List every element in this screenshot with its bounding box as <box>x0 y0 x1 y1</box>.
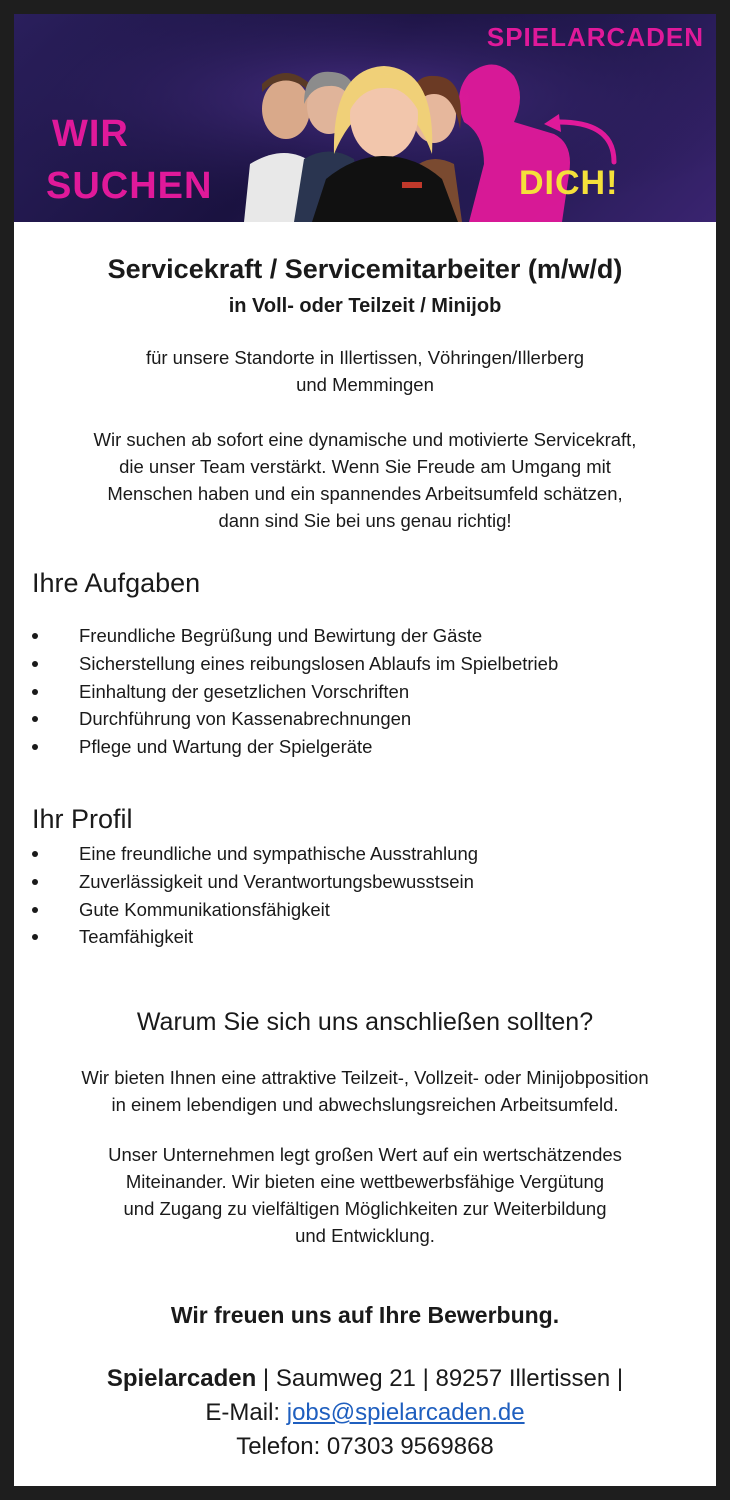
banner-wir-text: WIR <box>52 113 129 155</box>
address-line <box>14 1362 716 1396</box>
bullet-dot-icon <box>32 661 38 667</box>
intro-line: die unser Team verstärkt. Wenn Sie Freude am Umgang mit <box>119 456 611 477</box>
contact-block <box>14 1362 716 1464</box>
profile-list <box>14 840 704 951</box>
company-name: Spielarcaden <box>106 1365 257 1392</box>
intro-line: Wir suchen ab sofort eine dynamische und motivierte Servicekraft, <box>93 429 637 450</box>
profile-heading: Ihr Profil <box>32 804 133 834</box>
list-item: Eine freundliche und sympathische Ausstrahlung <box>14 840 704 868</box>
banner-dich-text: DICH! <box>519 164 619 202</box>
banner-suchen-text: SUCHEN <box>46 165 213 207</box>
list-item: Freundliche Begrüßung und Bewirtung der Gäste <box>14 622 704 650</box>
bullet-dot-icon <box>32 934 38 940</box>
offer-line: Wir bieten Ihnen eine attraktive Teilzeit-, Vollzeit- oder Minijobposition <box>81 1067 649 1088</box>
values-text <box>14 1141 716 1249</box>
email-link[interactable]: jobs@spielarcaden.de <box>286 1399 525 1426</box>
bullet-dot-icon <box>32 744 38 750</box>
list-item: Sicherstellung eines reibungslosen Ablaufs im Spielbetrieb <box>14 650 704 678</box>
header-banner <box>14 14 716 222</box>
list-item: Teamfähigkeit <box>14 923 704 951</box>
job-subtitle: in Voll- oder Teilzeit / Minijob <box>228 295 502 317</box>
values-line: Unser Unternehmen legt großen Wert auf ein wertschätzendes <box>108 1144 622 1165</box>
list-item: Pflege und Wartung der Spielgeräte <box>14 733 704 761</box>
bullet-dot-icon <box>32 879 38 885</box>
intro-text <box>14 426 716 534</box>
bullet-dot-icon <box>32 907 38 913</box>
brand-logo-text: SPIELARCADEN <box>486 22 704 52</box>
offer-line: in einem lebendigen und abwechslungsreichen Arbeitsumfeld. <box>111 1094 619 1115</box>
locations-text <box>14 344 716 398</box>
why-heading: Warum Sie sich uns anschließen sollten? <box>136 1008 594 1036</box>
intro-line: dann sind Sie bei uns genau richtig! <box>218 510 512 531</box>
locations-line: für unsere Standorte in Illertissen, Vöhringen/Illerberg <box>145 347 585 368</box>
bullet-dot-icon <box>32 851 38 857</box>
bullet-dot-icon <box>32 633 38 639</box>
address-text: | Saumweg 21 | 89257 Illertissen | <box>256 1365 624 1392</box>
values-line: Miteinander. Wir bieten eine wettbewerbsfähige Vergütung <box>125 1171 605 1192</box>
closing-text: Wir freuen uns auf Ihre Bewerbung. <box>170 1302 560 1328</box>
phone-line: Telefon: 07303 9569868 <box>236 1433 494 1460</box>
locations-line: und Memmingen <box>296 374 434 395</box>
list-item: Gute Kommunikationsfähigkeit <box>14 896 704 924</box>
tasks-heading: Ihre Aufgaben <box>32 568 201 598</box>
list-item: Durchführung von Kassenabrechnungen <box>14 705 704 733</box>
bullet-dot-icon <box>32 689 38 695</box>
tasks-list <box>14 622 704 761</box>
list-item: Zuverlässigkeit und Verantwortungsbewusstsein <box>14 868 704 896</box>
email-line <box>14 1396 716 1430</box>
job-title: Servicekraft / Servicemitarbeiter (m/w/d) <box>107 254 623 284</box>
email-label: E-Mail: <box>205 1399 287 1426</box>
values-line: und Zugang zu vielfältigen Möglichkeiten zur Weiterbildung <box>123 1198 607 1219</box>
list-item: Einhaltung der gesetzlichen Vorschriften <box>14 678 704 706</box>
bullet-dot-icon <box>32 716 38 722</box>
banner-graphic <box>14 14 716 222</box>
offer-text <box>14 1064 716 1118</box>
intro-line: Menschen haben und ein spannendes Arbeitsumfeld schätzen, <box>107 483 623 504</box>
values-line: und Entwicklung. <box>295 1225 435 1246</box>
